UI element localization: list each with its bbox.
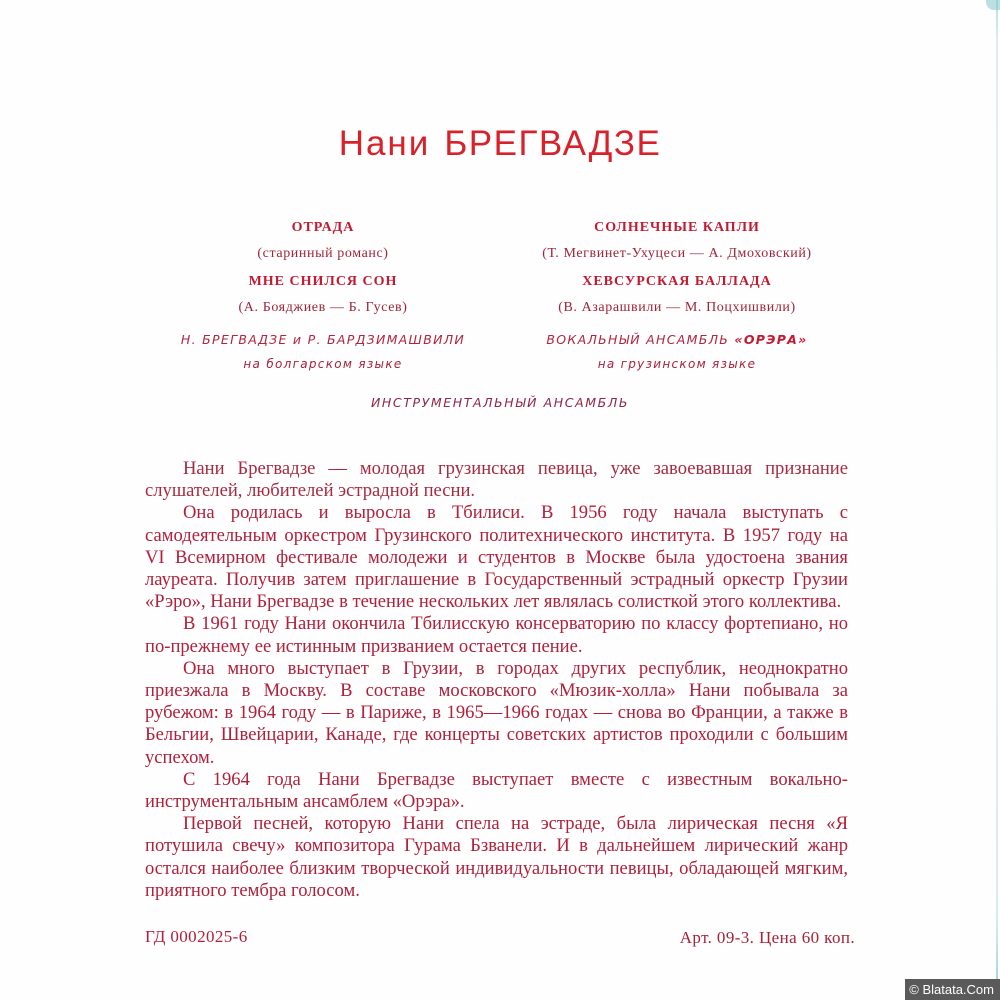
song-title: ХЕВСУРСКАЯ БАЛЛАДА	[582, 274, 772, 289]
accompaniment-credit: ИНСТРУМЕНТАЛЬНЫЙ АНСАМБЛЬ	[370, 395, 630, 410]
song-credit: (Т. Мегвинет-Ухуцеси — А. Дмоховский)	[542, 246, 812, 261]
performer-prefix: ВОКАЛЬНЫЙ АНСАМБЛЬ	[546, 332, 735, 347]
song-title: МНЕ СНИЛСЯ СОН	[248, 274, 398, 289]
biography-paragraph: Она родилась и выросла в Тбилиси. В 1956 году начала выступать с самодеятельным оркестром Грузинского политехнического института. В 1957 году на VI Всемирном фестивале молодежи и студентов в Москве была удостоена звания лауреата. Получив затем приглашение в Государственный эстрадный оркестр Грузии «Рэро», Нани Брегвадзе в течение нескольких лет являлась солисткой этого коллектива.	[145, 502, 848, 613]
biography-paragraph: Первой песней, которую Нани спела на эстраде, была лирическая песня «Я потушила свечу» композитора Гурама Бзванели. И в дальнейшем лирический жанр остался наиболее близким творческой индивидуальности певицы, обладающей мягким, приятного тембра голосом.	[145, 813, 848, 901]
artist-title	[0, 124, 1000, 164]
song-credit: (В. Азарашвили — М. Поцхишвили)	[558, 300, 796, 315]
song-credit: (старинный романс)	[257, 246, 389, 261]
price-label: Арт. 09-3. Цена 60 коп.	[679, 928, 855, 947]
tracklist-side-right	[497, 218, 857, 376]
tracklist-side-left	[143, 218, 503, 376]
biography-text	[145, 458, 848, 902]
song-credit: (А. Бояджиев — Б. Гусев)	[238, 300, 408, 315]
song-title: ОТРАДА	[291, 220, 355, 235]
ensemble-name: «ОРЭРА»	[734, 332, 808, 347]
catalog-number: ГД 0002025-6	[145, 927, 248, 946]
biography-paragraph: С 1964 года Нани Брегвадзе выступает вместе с известным вокально-инструментальным ансамблем «Орэра».	[145, 768, 848, 813]
artist-first-name: Нани	[338, 124, 431, 163]
biography-paragraph: В 1961 году Нани окончила Тбилисскую консерваторию по классу фортепиано, но по-прежнему ее истинным призванием остается пение.	[145, 613, 848, 657]
performer-credit: Н. БРЕГВАДЗЕ и Р. БАРДЗИМАШВИЛИ	[180, 332, 466, 347]
performer-credit	[497, 328, 857, 352]
biography-paragraph: Она много выступает в Грузии, в городах других республик, неоднократно приезжала в Москву. В составе московского «Мюзик-холла» Нани побывала за рубежом: в 1964 году — в Париже, в 1965—1966 годах — снова во Франции, а также в Бельгии, Швейцарии, Канаде, где концерты советских артистов проходили с большим успехом.	[145, 657, 848, 768]
watermark: © Blatata.Com	[905, 979, 1000, 1000]
biography-paragraph: Нани Брегвадзе — молодая грузинская певица, уже завоевавшая признание слушателей, любителей эстрадной песни.	[145, 458, 848, 502]
song-title: СОЛНЕЧНЫЕ КАПЛИ	[594, 220, 760, 235]
language-note: на болгарском языке	[243, 357, 403, 371]
artist-last-name: БРЕГВАДЗЕ	[444, 124, 662, 163]
sleeve-corner	[986, 0, 1000, 10]
language-note: на грузинском языке	[597, 357, 757, 371]
